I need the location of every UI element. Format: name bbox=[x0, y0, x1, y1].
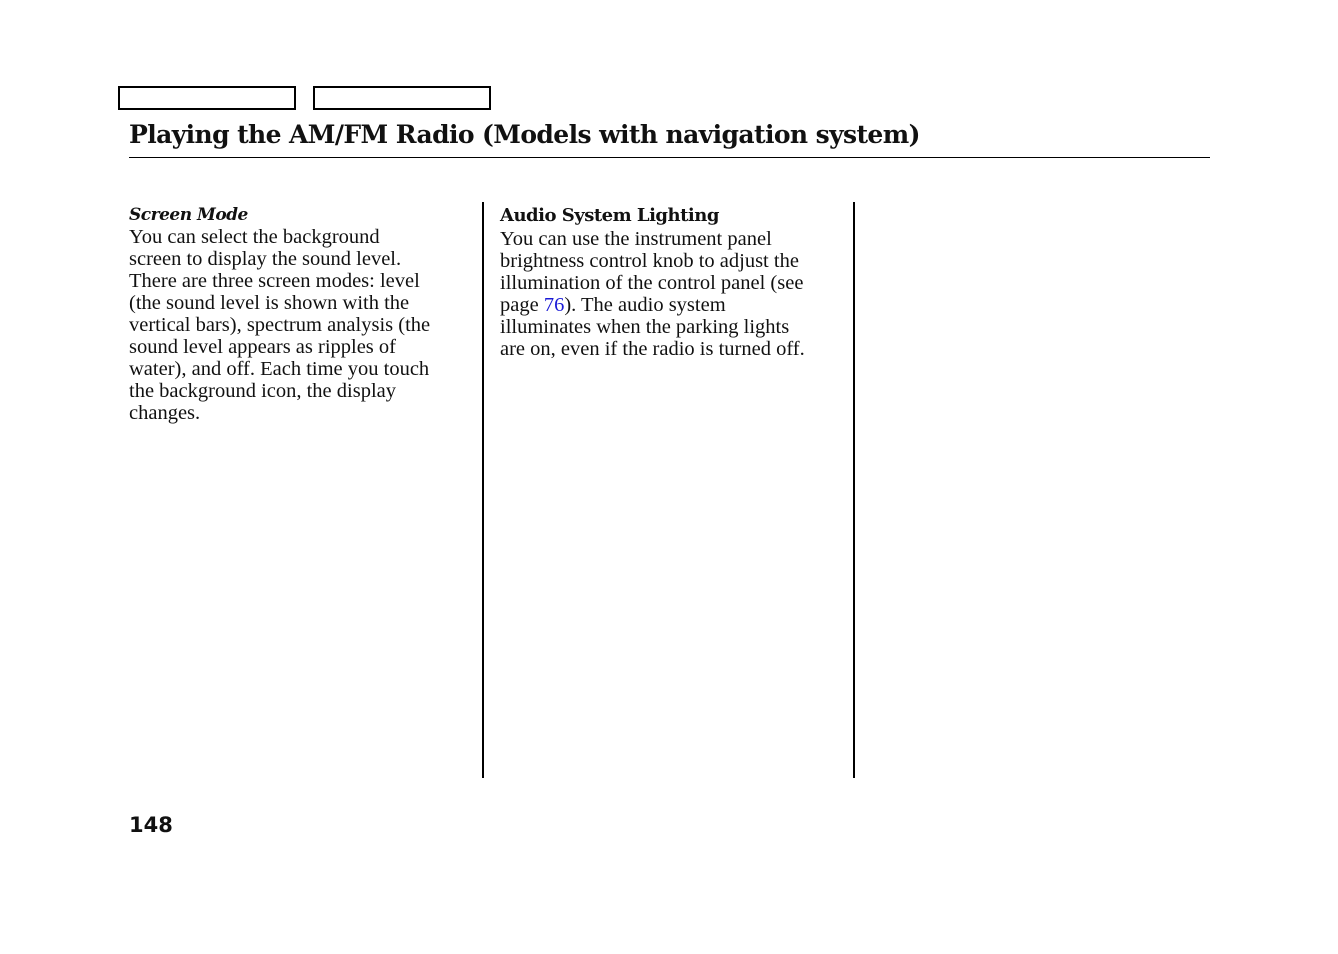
body-line: changes. bbox=[129, 402, 201, 424]
body-line: There are three screen modes: level bbox=[129, 270, 420, 292]
body-line: You can select the background bbox=[129, 226, 380, 248]
audio-lighting-heading: Audio System Lighting bbox=[500, 205, 719, 226]
body-line: You can use the instrument panel bbox=[500, 228, 772, 250]
nav-tab-2[interactable] bbox=[313, 86, 491, 110]
link-prefix: page bbox=[500, 294, 544, 316]
column-divider bbox=[482, 202, 484, 778]
body-line: vertical bars), spectrum analysis (the bbox=[129, 314, 431, 336]
column-divider bbox=[853, 202, 855, 778]
body-line: illuminates when the parking lights bbox=[500, 316, 790, 338]
title-divider bbox=[129, 157, 1210, 158]
audio-lighting-body bbox=[500, 228, 845, 360]
middle-column bbox=[500, 204, 845, 360]
body-line: (the sound level is shown with the bbox=[129, 292, 410, 314]
body-line-with-link bbox=[500, 294, 845, 316]
page-reference-link[interactable]: 76 bbox=[543, 294, 565, 316]
link-suffix: ). The audio system bbox=[564, 294, 726, 316]
body-line: illumination of the control panel (see bbox=[500, 272, 804, 294]
page-title: Playing the AM/FM Radio (Models with navigation system) bbox=[129, 120, 920, 149]
nav-tab-1[interactable] bbox=[118, 86, 296, 110]
body-line: brightness control knob to adjust the bbox=[500, 250, 799, 272]
body-line: sound level appears as ripples of bbox=[129, 336, 396, 358]
left-column bbox=[129, 204, 474, 424]
body-line: the background icon, the display bbox=[129, 380, 397, 402]
page-number: 148 bbox=[129, 813, 173, 837]
body-line: water), and off. Each time you touch bbox=[129, 358, 430, 380]
screen-mode-heading: Screen Mode bbox=[129, 205, 248, 225]
body-line: screen to display the sound level. bbox=[129, 248, 402, 270]
screen-mode-body bbox=[129, 226, 474, 424]
body-line: are on, even if the radio is turned off. bbox=[500, 338, 805, 360]
